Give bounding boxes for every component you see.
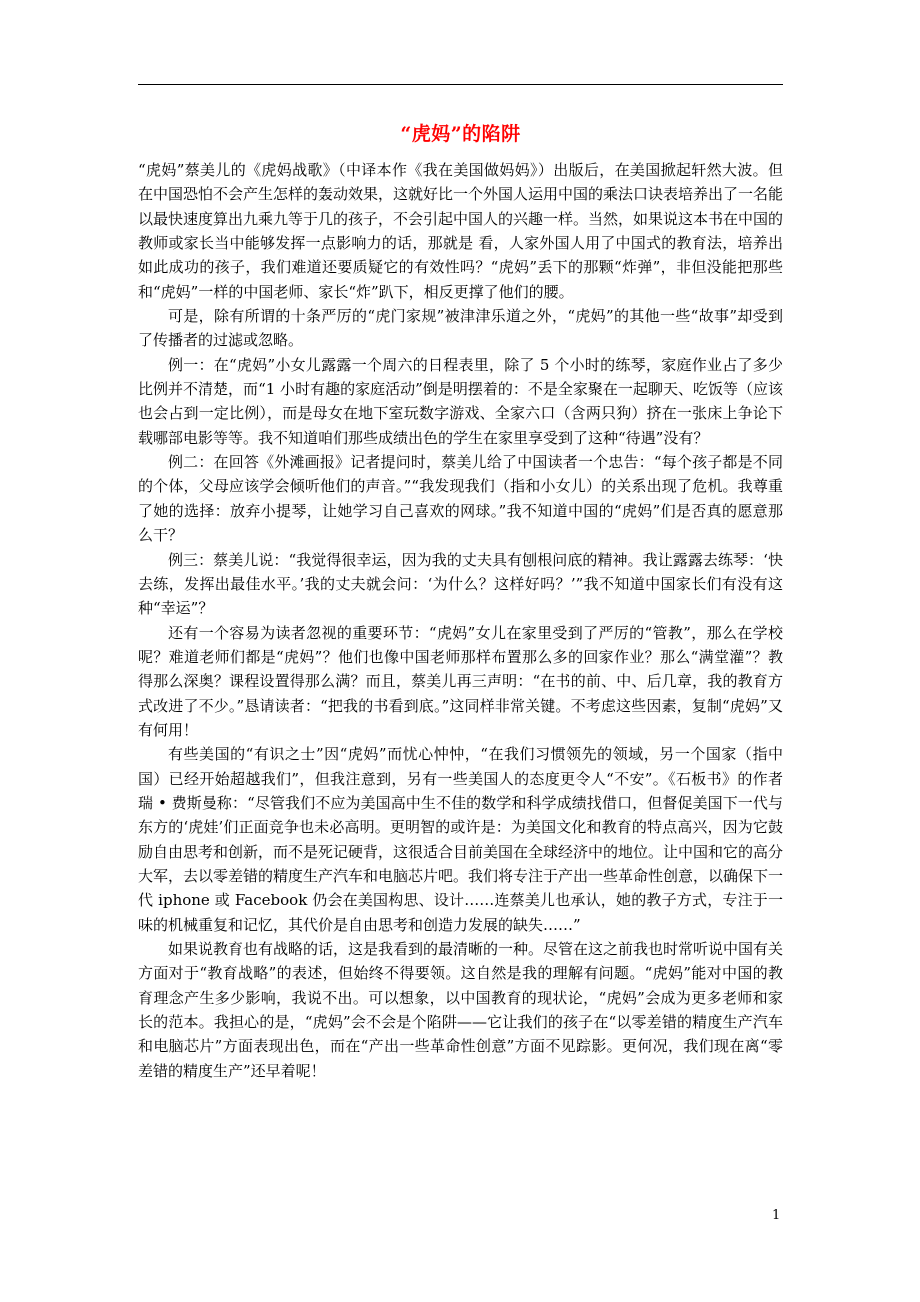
- paragraph-example-one: 例一：在“虎妈”小女儿露露一个周六的日程表里，除了 5 个小时的练琴，家庭作业占了多少比例并不清楚，而“1 小时有趣的家庭活动”倒是明摆着的：不是全家聚在一起聊天、吃饭等（应该也会占到一定比例），而是母女在地下室玩数字游戏、全家六口（含两只狗）挤在一张床上争论下载哪部电影等等。我不知道咱们那些成绩出色的学生在家里享受到了这种“待遇”没有？: [138, 355, 783, 447]
- page-number: 1: [772, 1208, 781, 1223]
- paragraph-example-two: 例二：在回答《外滩画报》记者提问时，蔡美儿给了中国读者一个忠告：“每个孩子都是不同的个体，父母应该学会倾听他们的声音。”“我发现我们（指和小女儿）的关系出现了危机。我尊重了她的选择：放弃小提琴，让她学习自己喜欢的网球。”我不知道中国的“虎妈”们是否真的愿意那么干？: [138, 453, 783, 545]
- paragraph-school-context: 还有一个容易为读者忽视的重要环节：“虎妈”女儿在家里受到了严厉的“管教”，那么在学校呢？难道老师们都是“虎妈”？他们也像中国老师那样布置那么多的回家作业？那么“满堂灌”？教得那么深奥？课程设置得那么满？而且，蔡美儿再三声明：“在书的前、中、后几章，我的教育方式改进了不少。”恳请读者：“把我的书看到底。”这同样非常关键。不考虑这些因素，复制“虎妈”又有何用！: [138, 623, 783, 739]
- article-body: [138, 158, 783, 1083]
- paragraph-example-three: 例三：蔡美儿说：“我觉得很幸运，因为我的丈夫具有刨根问底的精神。我让露露去练琴：‘快去练，发挥出最佳水平。’我的丈夫就会问：‘为什么？这样好吗？’”我不知道中国家长们有没有这种“幸运”？: [138, 550, 783, 618]
- article-title: “虎妈”的陷阱: [400, 123, 521, 145]
- header-rule: [138, 84, 783, 85]
- paragraph-intro: “虎妈”蔡美儿的《虎妈战歌》（中译本作《我在美国做妈妈》）出版后，在美国掀起轩然大波。但在中国恐怕不会产生怎样的轰动效果，这就好比一个外国人运用中国的乘法口诀表培养出了一名能以最快速度算出九乘九等于几的孩子，不会引起中国人的兴趣一样。当然，如果说这本书在中国的教师或家长当中能够发挥一点影响力的话，那就是 看，人家外国人用了中国式的教育法，培养出如此成功的孩子，我们难道还要质疑它的有效性吗？“虎妈”丢下的那颗“炸弹”，非但没能把那些和“虎妈”一样的中国老师、家长“炸”趴下，相反更撑了他们的腰。: [138, 161, 784, 301]
- paragraph-filtered-stories: 可是，除有所谓的十条严厉的“虎门家规”被津津乐道之外，“虎妈”的其他一些“故事”却受到了传播者的过滤或忽略。: [138, 307, 783, 350]
- paragraph-conclusion: 如果说教育也有战略的话，这是我看到的最清晰的一种。尽管在这之前我也时常听说中国有关方面对于“教育战略”的表述，但始终不得要领。这自然是我的理解有问题。“虎妈”能对中国的教育理念产生多少影响，我说不出。可以想象，以中国教育的现状论，“虎妈”会成为更多老师和家长的范本。我担心的是，“虎妈”会不会是个陷阱——它让我们的孩子在“以零差错的精度生产汽车和电脑芯片”方面表现出色，而在“产出一些革命性创意”方面不见踪影。更何况，我们现在离“零差错的精度生产”还早着呢！: [138, 940, 784, 1080]
- paragraph-american-views: 有些美国的“有识之士”因“虎妈”而忧心忡忡，“在我们习惯领先的领域，另一个国家（指中国）已经开始超越我们”，但我注意到，另有一些美国人的态度更令人“不安”。《石板书》的作者瑞 • 费斯曼称：“尽管我们不应为美国高中生不佳的数学和科学成绩找借口，但督促美国下一代与东方的‘虎娃’们正面竞争也未必高明。更明智的或许是：为美国文化和教育的特点高兴，因为它鼓励自由思考和创新，而不是死记硬背，这很适合目前美国在全球经济中的地位。让中国和它的高分大军，去以零差错的精度生产汽车和电脑芯片吧。我们将专注于产出一些革命性创意，以确保下一代 iphone 或 Facebook 仍会在美国构思、设计……连蔡美儿也承认，她的教子方式，专注于一味的机械重复和记忆，其代价是自由思考和创造力发展的缺失……”: [138, 745, 784, 934]
